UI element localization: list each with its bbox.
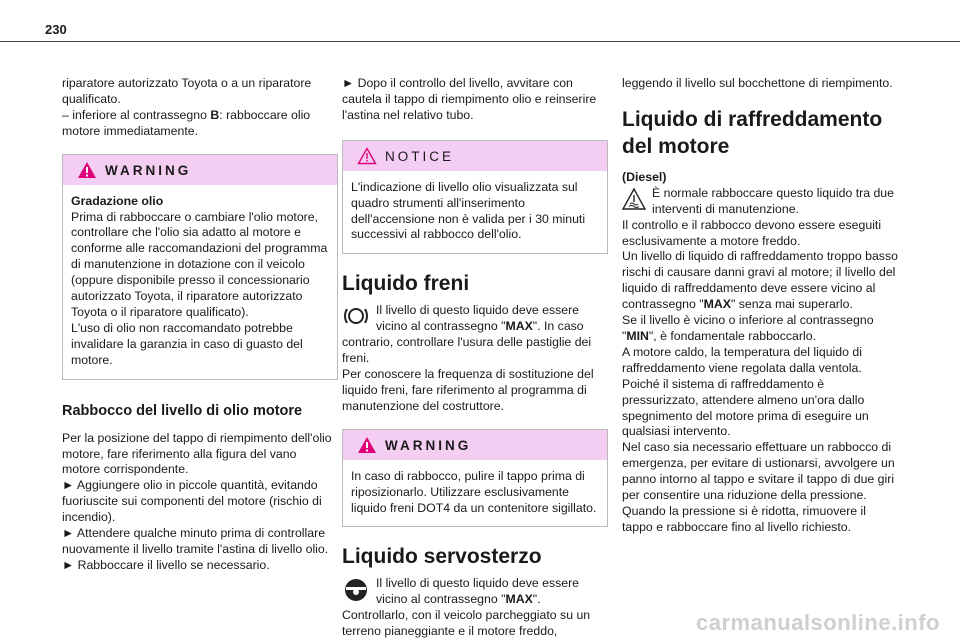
paragraph: Per conoscere la frequenza di sostituzione del liquido freni, fare riferimento al programma di manutenzione del costruttore. [342,366,594,413]
section-title: Liquido servosterzo [342,545,542,569]
paragraph [622,313,900,345]
column-3 [622,76,900,536]
warning-subtitle: Gradazione olio [71,193,164,208]
column-1 [62,76,338,574]
paragraph: Poiché il sistema di raffreddamento è pressurizzato, attendere almeno un'ora dallo spegnimento del motore prima di eseguire un qualsiasi intervento. [622,376,869,439]
notice-box [342,140,608,255]
notice-body [343,171,607,254]
warning-icon [357,436,377,459]
paragraph: leggendo il livello sul bocchettone di riempimento. [622,76,893,90]
warning-title: WARNING [105,162,192,178]
paragraph: A motore caldo, la temperatura del liquido di raffreddamento viene regolata dalla ventola. [622,344,862,375]
marker-label: MIN [626,328,649,343]
text: ". Controllarlo, con il veicolo parcheggiato su un terreno pianeggiante e il motore freddo, [342,592,591,639]
warning-header [343,430,607,460]
paragraph: Per la posizione del tappo di riempimento dell'olio motore, fare riferimento alla figura del vano motore corrispondente. [62,430,332,477]
warning-box [62,154,338,380]
paragraph: Quando la pressione si è ridotta, rimuovere il tappo e rabboccare fino al livello richiesto. [622,503,867,534]
page-number: 230 [45,22,67,37]
top-rule [0,41,960,42]
section-title: Liquido di raffreddamento del motore [622,107,883,158]
watermark: carmanualsonline.info [696,610,940,635]
marker-label: MAX [505,319,533,334]
paragraph: Nel caso sia necessario effettuare un rabbocco di emergenza, per evitare di ustionarsi, avvolgere un panno intorno al tappo e svitare il tappo di due giri per consentire una riduzione della pressione. [622,440,895,503]
text: Un livello di liquido di raffreddamento troppo basso rischi di causare danni gravi al motore; il livello del liquido di raffreddamento deve essere vicino al contrassegno " [622,249,898,312]
warning-title: WARNING [385,437,472,453]
text: ", è fondamentale rabboccarlo. [648,328,816,343]
step: ► Attendere qualche minuto prima di controllare nuovamente il livello tramite l'astina di livello olio. [62,526,329,556]
marker-label: B [210,107,220,122]
warning-text: Prima di rabboccare o cambiare l'olio motore, controllare che l'olio sia adatto al motore e conforme alle raccomandazioni del programma di manutenzione in dotazione con il veicolo (oppure disponibile presso il concessionario autorizzato Toyota, il riparatore autorizzato Toyota o il riparatore qualificato). [71,209,328,319]
notice-text: L'indicazione di livello olio visualizzata sul quadro strumenti all'inserimento dell'accensione non è valida per i 30 minuti successivi al rabbocco dell'olio. [351,179,586,242]
text: – inferiore al contrassegno [62,107,211,122]
warning-body [343,460,607,527]
paragraph [342,303,608,367]
warning-header [63,155,337,185]
brake-fluid-icon [342,304,370,330]
text: Il livello di questo liquido deve essere vicino al contrassegno " [376,576,580,607]
coolant-icon [622,187,646,213]
step: ► Rabboccare il livello se necessario. [62,557,270,572]
section-title: Liquido freni [342,272,470,296]
steering-paragraph [342,576,608,640]
warning-text: In caso di rabbocco, pulire il tappo prima di riposizionarlo. Utilizzare esclusivamente liquido freni DOT4 da un contenitore sigillato. [351,468,597,515]
notice-header [343,141,607,171]
paragraph [342,576,608,640]
text: : rabboccare olio motore immediatamente. [62,107,311,138]
coolant-paragraph [622,186,900,218]
steering-fluid-icon [342,577,370,603]
warning-text: L'uso di olio non raccomandato potrebbe invalidare la garanzia in caso di guasto del motore. [71,320,303,367]
notice-icon [357,147,377,170]
warning-box [342,429,608,528]
text: Il livello di questo liquido deve essere vicino al contrassegno " [376,303,580,334]
marker-label: MAX [703,297,731,312]
engine-type: (Diesel) [622,169,667,184]
paragraph: È normale rabboccare questo liquido tra due interventi di manutenzione. [652,185,894,216]
marker-label: MAX [505,592,533,607]
text: ". In caso contrario, controllare l'usura delle pastiglie dei freni. [342,319,592,366]
step: ► Dopo il controllo del livello, avvitare con cautela il tappo di riempimento olio e reinserire l'astina nel relativo tubo. [342,76,597,122]
paragraph [622,249,900,313]
section-title: Rabbocco del livello di olio motore [62,402,303,419]
column-2 [342,76,608,640]
warning-icon [77,161,97,184]
notice-title: NOTICE [385,148,455,164]
step: ► Aggiungere olio in piccole quantità, evitando fuoriuscite sui componenti del motore (rischio di incendio). [62,478,322,525]
warning-body [63,185,337,379]
text: " senza mai superarlo. [730,297,853,312]
paragraph: riparatore autorizzato Toyota o a un riparatore qualificato. [62,76,312,106]
text: Se il livello è vicino o inferiore al contrassegno " [622,313,874,343]
brake-paragraph [342,303,608,367]
paragraph: Il controllo e il rabbocco devono essere eseguiti esclusivamente a motore freddo. [622,217,882,248]
paragraph [62,108,338,140]
